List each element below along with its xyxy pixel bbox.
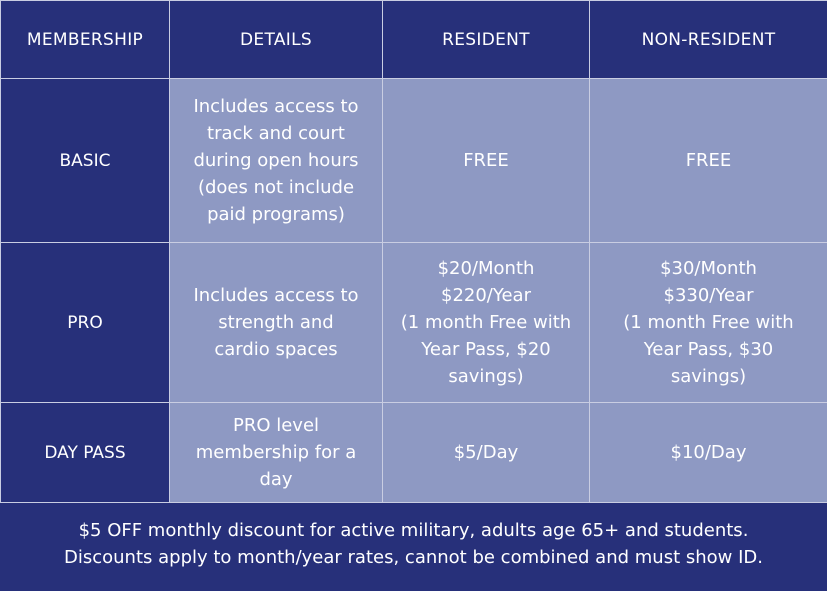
details-line: (does not include bbox=[197, 177, 355, 198]
non-resident-price-cell bbox=[590, 403, 827, 503]
details-line: paid programs) bbox=[207, 204, 345, 225]
price-line: $330/Year bbox=[663, 285, 754, 306]
details-line: PRO level bbox=[232, 415, 320, 436]
discount-note-line: $5 OFF monthly discount for active military, adults age 65+ and students. bbox=[78, 519, 749, 541]
header-membership: MEMBERSHIP bbox=[1, 1, 170, 79]
price-note-line: Year Pass, $20 bbox=[421, 339, 551, 360]
price-line: FREE bbox=[685, 150, 732, 171]
price-line: $30/Month bbox=[660, 258, 757, 279]
discount-note-line: Discounts apply to month/year rates, cannot be combined and must show ID. bbox=[64, 546, 763, 568]
resident-price-cell bbox=[383, 403, 590, 503]
details-cell bbox=[170, 79, 383, 243]
table-row-day-pass bbox=[1, 403, 827, 503]
details-line: track and court bbox=[207, 123, 345, 144]
price-note-line: (1 month Free with bbox=[400, 312, 572, 333]
table-row-basic bbox=[1, 79, 827, 243]
table-header-row bbox=[1, 1, 827, 79]
details-line: during open hours bbox=[193, 150, 359, 171]
header-details: DETAILS bbox=[170, 1, 383, 79]
details-line: strength and bbox=[218, 312, 334, 333]
resident-price-cell bbox=[383, 243, 590, 403]
details-line: membership for a bbox=[195, 442, 357, 463]
non-resident-price-cell bbox=[590, 79, 827, 243]
details-cell bbox=[170, 243, 383, 403]
price-note-line: Year Pass, $30 bbox=[643, 339, 774, 360]
details-line: day bbox=[259, 469, 293, 490]
non-resident-price-cell bbox=[590, 243, 827, 403]
details-line: cardio spaces bbox=[214, 339, 338, 360]
price-line: FREE bbox=[463, 150, 509, 171]
price-note-line: savings) bbox=[448, 366, 524, 387]
header-resident: RESIDENT bbox=[383, 1, 590, 79]
details-cell bbox=[170, 403, 383, 503]
details-line: Includes access to bbox=[193, 285, 359, 306]
price-line: $20/Month bbox=[437, 258, 535, 279]
price-note-line: (1 month Free with bbox=[623, 312, 794, 333]
discount-note bbox=[0, 502, 827, 591]
membership-name: BASIC bbox=[1, 79, 170, 243]
header-non-resident: NON-RESIDENT bbox=[590, 1, 827, 79]
price-line: $10/Day bbox=[670, 442, 747, 463]
membership-name: DAY PASS bbox=[1, 403, 170, 503]
price-note-line: savings) bbox=[670, 366, 747, 387]
details-line: Includes access to bbox=[193, 96, 359, 117]
price-line: $5/Day bbox=[453, 442, 519, 463]
resident-price-cell bbox=[383, 79, 590, 243]
membership-name: PRO bbox=[1, 243, 170, 403]
price-line: $220/Year bbox=[441, 285, 531, 306]
table-row-pro bbox=[1, 243, 827, 403]
